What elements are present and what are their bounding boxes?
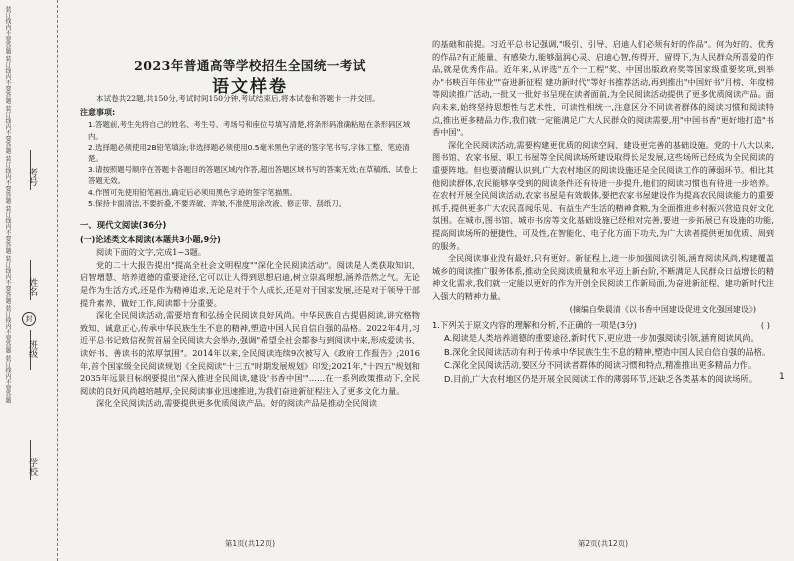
article-source: (摘编自柴晨清《以书香中国建设促进文化强国建设》) — [569, 305, 756, 315]
notice-item: 4.作图可先使用铅笔画出,确定后必须用黑色字迹的签字笔描黑。 — [88, 187, 297, 197]
name-label: 姓名 — [27, 278, 37, 296]
article-paragraph: 深化全民阅读活动,需要提供更多优质阅读产品。好的阅读产品是推动全民阅读 — [96, 398, 377, 409]
option-b[interactable]: B.深化全民阅读活动有利于传承中华民族生生不息的精神,塑造中国人民自信自强的品格。 — [444, 346, 771, 357]
option-a[interactable]: A.阅读是人类培养道德的重要途径,新时代下,更应进一步加强阅读引领,涵育阅读风尚。 — [444, 333, 759, 344]
article-paragraph: 全民阅读事业没有最好,只有更好。新征程上,进一步加强阅读引领,涵育阅读风尚,构建覆盖城乡的阅读推广服务体系,推动全民阅读质量和水平迈上新台阶,不断满足人民群众日益增长的精神文化需求,我们就一定能以更好的作为开创全民阅读工作新局面,为奋进新征程、建功新时代注入强大的精神力量。 — [432, 253, 774, 301]
binding-warning-text: 装订线内不要答题 装订线内不要答题 装订线内不要答题 装订线内不要答题 装订线内不要答题 装订线内不要答题 装订线内不要答题 装订线内不要答题 — [4, 6, 11, 404]
subsection-heading: (一)论述类文本阅读(本题共3小题,9分) — [80, 234, 221, 244]
answer-blank[interactable]: ( ) — [760, 320, 770, 331]
option-d[interactable]: D.目前,广大农村地区仍是开展全民阅读工作的薄弱环节,还缺乏各类基本的阅读场所。 — [444, 373, 757, 384]
article-paragraph: 深化全民阅读活动,需要构建更优质的阅读空间、建设更完善的基础设施。党的十八大以来,图书馆、农家书屋、职工书屋等全民阅读场所建设取得长足发展,这些场所已经成为全民阅读的重要阵地。但也要清醒认识到,广大农村地区的阅读设施还是全民阅读工作的薄弱环节。相比其他阅读群体,农民能够享受到的阅读条件还有待进一步提升,他们的阅读习惯也有待进一步培养。在农村开展全民阅读活动,农家书屋是有效载体,要把农家书屋建设作为提高农民阅读能力的重要抓手,提供更多广大农民喜闻乐见、有益生产生活的精神食粮,为全面推进乡村振兴营造良好文化氛围。在城市,图书馆、城市书房等文化基础设施已经相对完善,要进一步拓展已有设施的功能,提高阅读场所的便捷性、可及性,在智能化、电子化方面下功夫,为广大读者提供更加优质、周到的服务。 — [432, 139, 774, 251]
notice-item: 3.请按照题号顺序在答题卡各题目的答题区域内作答,超出答题区域书写的答案无效;在草稿纸、试卷上答题无效。 — [88, 165, 418, 186]
question-1 — [432, 319, 774, 386]
notice-heading: 注意事项: — [80, 107, 116, 117]
school-label: 学校 — [27, 458, 37, 476]
question-stem: 1.下列关于原文内容的理解和分析,不正确的一项是(3分) — [432, 320, 637, 331]
right-page — [432, 0, 774, 561]
article-paragraph: 的基础和前提。习近平总书记强调,"吸引、引导、启迪人们必须有好的作品"。何为好的、优秀的作品?有正能量、有感染力,能够温润心灵、启迪心智,传得开、留得下,为人民群众所喜爱的作品,就是优秀作品。近年来,从评选"五个一工程"奖、中国出版政府奖等国家级重要奖项,到举办"书映百年伟业""奋进新征程 建功新时代"等好书推荐活动,再到推出"中国好书"月榜、年度榜等阅读推广活动,一批又一批好书呈现在读者面前,为全民阅读活动提供了更多优质阅读产品。面向未来,始终坚持思想性与艺术性、可读性相统一,注意区分不同读者群体的阅读习惯和阅读特点,推出更多精品力作,我们就一定能满足广大人民群众的阅读需要,用"中国书香"更好地打造"书香中国"。 — [432, 39, 774, 138]
page-edge-mark: 1 — [779, 372, 785, 382]
page-footer: 第1页(共12页) — [224, 539, 276, 549]
left-page — [80, 0, 420, 561]
seal-mark: 封 — [22, 312, 36, 326]
notice-item: 2.选择题必须使用2B铅笔填涂;非选择题必须使用0.5毫米黑色字迹的签字笔书写,字体工整、笔迹清楚。 — [88, 142, 410, 163]
notice-item: 5.保持卡面清洁,不要折叠,不要弄破、弄皱,不准使用涂改液、修正带、刮纸刀。 — [88, 198, 346, 208]
notice-list — [80, 119, 420, 209]
exam-subtitle: 语文样卷 — [212, 76, 288, 97]
notice-item: 1.答题前,考生先将自己的姓名、考生号、考场号和座位号填写清楚,将条形码准确粘贴在条形码区域内。 — [88, 120, 411, 141]
binding-margin — [0, 0, 58, 561]
section-heading: 一、现代文阅读(36分) — [80, 220, 167, 230]
exam-title: 2023年普通高等学校招生全国统一考试 — [134, 58, 366, 73]
exam-intro: 本试卷共22题,共150分,考试时间150分钟,考试结束后,将本试卷和答题卡一并交回。 — [96, 94, 380, 104]
class-label: 班级 — [27, 340, 37, 358]
option-c[interactable]: C.深化全民阅读活动,要区分不同读者群体的阅读习惯和特点,精准推出更多精品力作。 — [444, 360, 757, 371]
article-paragraph: 党的二十大报告提出"提高全社会文明程度""深化全民阅读活动"。阅读是人类获取知识、启智增慧、培养道德的重要途径,它可以让人得到思想启迪,树立崇高理想,涵养浩然之气。无论是作为生活方式,还是作为精神追求,无论是对于个人成长,还是对于国家发展,还是对于领导干部提升素养、做好工作,阅读都十分重要。 — [80, 259, 420, 308]
page-footer: 第2页(共12页) — [577, 539, 629, 549]
exam-number-label: 考号 — [27, 168, 37, 186]
article-paragraph: 深化全民阅读活动,需要培育和弘扬全民阅读良好风尚。中华民族自古提倡阅读,讲究格物致知、诚意正心,传承中华民族生生不息的精神,塑造中国人民自信自强的品格。2022年4月,习近平总书记致信祝贺首届全民阅读大会举办,强调"希望全社会都参与到阅读中来,形成爱读书、读好书、善读书的浓厚氛围"。2014年以来,全民阅读连续9次被写入《政府工作报告》;2016年,首个国家级全民阅读规划《全民阅读"十三五"时期发展规划》印发;2021年,"十四五"规划和2035年远景目标纲要提出"深入推进全民阅读,建设'书香中国'"……在一系列政策推动下,全民阅读的良好风尚越培越厚,全民阅读事业迅速推进,为我们奋进新征程注入了更多文化力量。 — [80, 310, 420, 396]
reading-instruction: 阅读下面的文字,完成1~3题。 — [96, 247, 206, 258]
